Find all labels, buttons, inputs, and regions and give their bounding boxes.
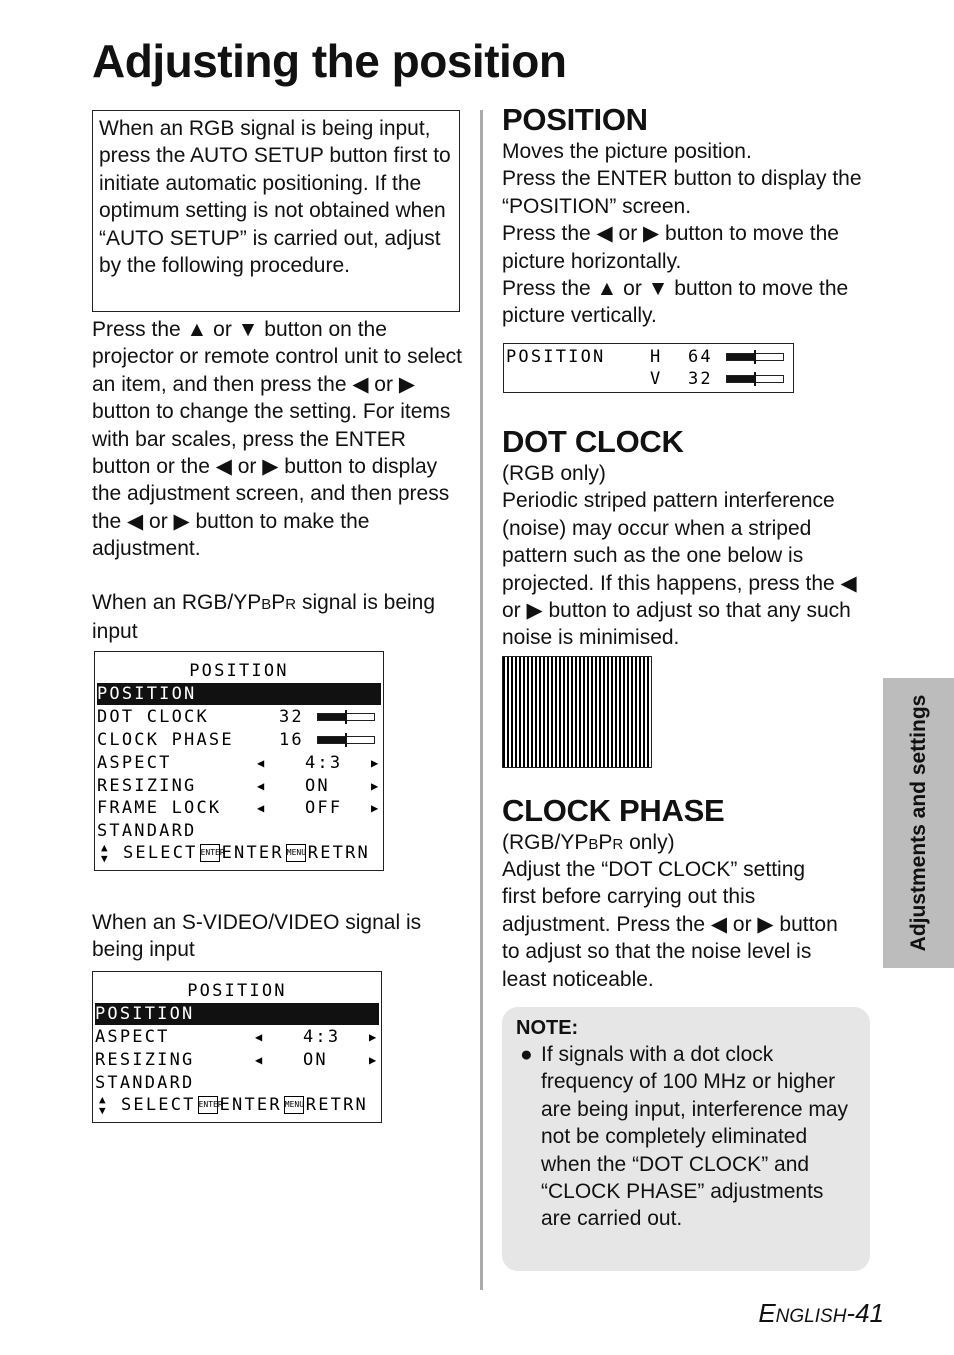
clock-phase-only: (RGB/YPBPR only) [502,831,675,854]
menu-item-position[interactable]: POSITION [95,1003,379,1025]
rgb-caption: When an RGB/YPBPR signal is being input [92,591,436,644]
position-h-bar-marker [754,350,756,364]
dot-clock-heading: DOT CLOCK [502,424,684,459]
clock-phase-bar [317,736,375,744]
position-v-bar [726,375,784,383]
right-arrow-icon[interactable]: ▶ [371,756,379,770]
menu-key-icon: MENU [284,1096,304,1114]
position-v-row: V 32 [506,368,791,390]
position-h-row: POSITION H 64 [506,346,791,368]
clock-phase-bar-fill [318,737,346,743]
right-arrow-icon[interactable]: ▶ [369,1053,377,1067]
up-down-arrow-icon: ▲ ▼ [101,841,108,865]
position-heading: POSITION [502,102,648,137]
video-caption: When an S-VIDEO/VIDEO signal is being input [92,911,422,962]
position-h-bar [726,353,784,361]
intro-box: When an RGB signal is being input, press the AUTO SETUP button first to initiate automatic positioning. If the optimum setting is not obtained when “AUTO SETUP” is carried out, adjust by the following procedure. [92,110,460,312]
note-box [502,1007,870,1271]
clock-phase-text: Adjust the “DOT CLOCK” setting first before carrying out this adjustment. Press the ◀ or ▶ button to adjust so that the noise level is least noticeable. [502,858,838,991]
note-title: NOTE: [516,1017,579,1039]
menu-item-aspect[interactable]: ASPECT ◀ 4:3 ▶ [97,753,379,773]
menu-item-frame-lock[interactable]: FRAME LOCK ◀ OFF ▶ [97,798,379,818]
dot-clock-bar-marker [345,710,347,724]
note-item: ● If signals with a dot clock frequency of 100 MHz or higher are being input, interference may not be completely eliminated when the “DOT CLOCK” and “CLOCK PHASE” adjustments are carried out. [520,1043,849,1231]
menu-item-clock-phase[interactable]: CLOCK PHASE 16 [97,729,381,751]
right-arrow-icon[interactable]: ▶ [369,1030,377,1044]
right-arrow-icon[interactable]: ▶ [371,779,379,793]
right-arrow-icon[interactable]: ▶ [371,801,379,815]
menu-item-resizing[interactable]: RESIZING ◀ ON ▶ [97,776,379,796]
menu-item-aspect[interactable]: ASPECT ◀ 4:3 ▶ [95,1027,377,1047]
enter-key-icon: ENTER [198,1096,218,1114]
left-arrow-icon[interactable]: ◀ [257,756,265,770]
left-arrow-icon[interactable]: ◀ [255,1030,263,1044]
menu-item-position[interactable]: POSITION [97,683,381,705]
osd-menu-video [92,971,382,1123]
column-divider [480,110,483,1290]
menu-header: POSITION [189,661,289,681]
osd-menu-rgb [94,651,384,871]
menu-item-standard[interactable]: STANDARD [97,821,197,841]
clock-phase-bar-marker [345,733,347,747]
osd-position-adjust [503,343,794,393]
bullet-icon: ● [520,1043,533,1066]
menu-key-icon: MENU [286,844,306,862]
menu-header: POSITION [187,981,287,1001]
dot-clock-text: (RGB only) Periodic striped pattern interference (noise) may occur when a striped pattern such as the one below is projected. If this happens, press the ◀ or ▶ button to adjust so that any such noise is minimised. [502,462,857,650]
clock-phase-heading: CLOCK PHASE [502,793,725,828]
left-arrow-icon[interactable]: ◀ [257,801,265,815]
left-arrow-icon[interactable]: ◀ [257,779,265,793]
enter-key-icon: ENTER [200,844,220,862]
position-v-bar-fill [727,376,755,382]
position-h-bar-fill [727,354,755,360]
menu-footer [95,1094,379,1116]
page-title: Adjusting the position [92,35,567,87]
menu-item-resizing[interactable]: RESIZING ◀ ON ▶ [95,1050,377,1070]
position-v-bar-marker [754,372,756,386]
menu-footer [97,842,381,864]
menu-item-standard[interactable]: STANDARD [95,1073,195,1093]
select-hint: SELECT ENTERENTER MENU RETRN [123,843,370,863]
up-down-arrow-icon: ▲ ▼ [99,1093,106,1117]
page-number: ENGLISH-41 [758,1298,884,1328]
position-text: Moves the picture position. Press the ENTER button to display the “POSITION” screen. Press the ◀ or ▶ button to move the picture horizontally. Press the ▲ or ▼ button to move the picture vertically. [502,140,862,328]
select-hint: SELECT ENTERENTER MENU RETRN [121,1095,368,1115]
instructions-paragraph: Press the ▲ or ▼ button on the projector or remote control unit to select an item, and then press the ◀ or ▶ button to change the setting. For items with bar scales, press the ENTER button or the ◀ or ▶ button to display the adjustment screen, and then press the ◀ or ▶ button to make the adjustment. [92,318,463,561]
menu-item-dot-clock[interactable]: DOT CLOCK 32 [97,706,381,728]
left-arrow-icon[interactable]: ◀ [255,1053,263,1067]
dot-clock-bar-fill [318,714,346,720]
dot-clock-bar [317,713,375,721]
striped-pattern-image [502,656,652,768]
section-side-tab: Adjustments and settings [883,678,954,968]
